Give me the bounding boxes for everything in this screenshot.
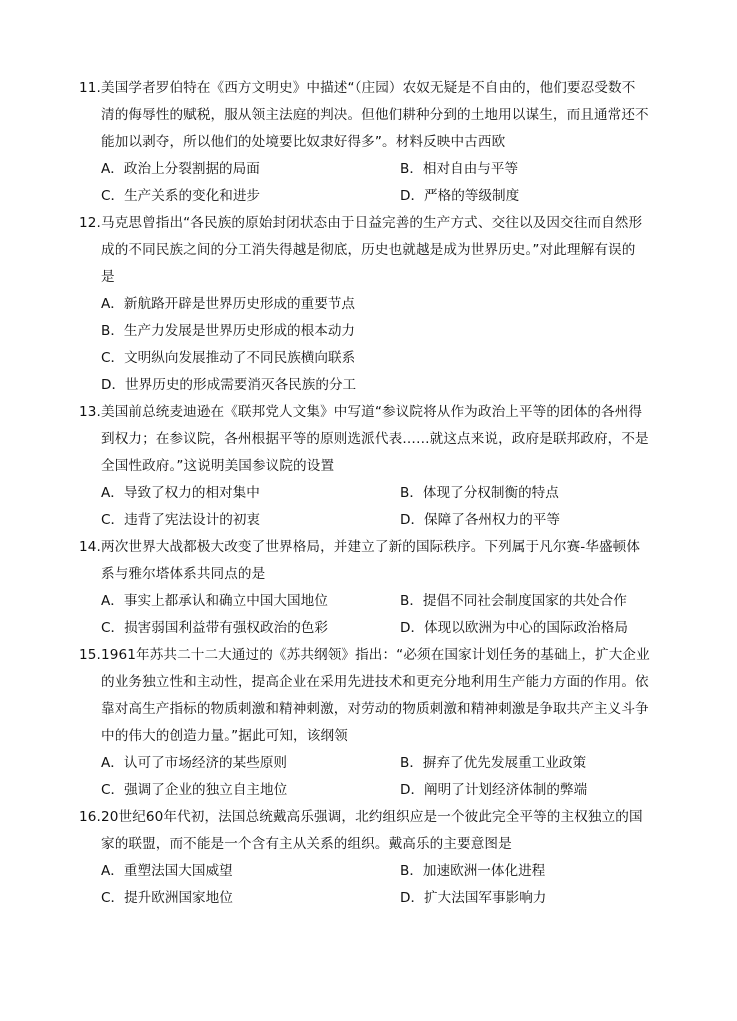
question-number: 15. [79,647,101,663]
question-number: 16. [79,809,101,825]
option-b: B．相对自由与平等 [400,161,519,177]
question-text-line: 美国学者罗伯特在《西方文明史》中描述“（庄园）农奴无疑是不自由的，他们要忍受数不 [101,80,636,96]
option-c: C．提升欧洲国家地位 [101,890,233,906]
option-d: D．保障了各州权力的平等 [400,512,560,528]
option-a: A．重塑法国大国威望 [101,863,233,879]
option-c: C．违背了宪法设计的初衷 [101,512,261,528]
option-c: C．文明纵向发展推动了不同民族横向联系 [101,350,356,366]
option-b: B．加速欧洲一体化进程 [400,863,546,879]
option-b: B．摒弃了优先发展重工业政策 [400,755,587,771]
option-b: B．体现了分权制衡的特点 [400,485,559,501]
question-text-line: 系与雅尔塔体系共同点的是 [101,566,266,582]
option-a: A．事实上都承认和确立中国大国地位 [101,593,328,609]
question-text-line: 到权力；在参议院，各州根据平等的原则选派代表……就这点来说，政府是联邦政府，不是 [101,431,649,447]
option-d: D．阐明了计划经济体制的弊端 [400,782,588,798]
option-c: C．生产关系的变化和进步 [101,188,261,204]
question-text-line: 家的联盟，而不能是一个含有主从关系的组织。戴高乐的主要意图是 [101,836,512,852]
question-text-line: 1961年苏共二十二大通过的《苏共纲领》指出：“必须在国家计划任务的基础上，扩大企业 [101,647,650,663]
question-text-line: 中的伟大的创造力量。”据此可知，该纲领 [101,728,348,744]
question-text-line: 能加以剥夺，所以他们的处境要比奴隶好得多”。材料反映中古西欧 [101,134,506,150]
question-text-line: 20世纪60年代初，法国总统戴高乐强调，北约组织应是一个彼此完全平等的主权独立的国 [101,809,643,825]
option-a: A．新航路开辟是世界历史形成的重要节点 [101,296,355,312]
option-b: B．提倡不同社会制度国家的共处合作 [400,593,627,609]
option-b: B．生产力发展是世界历史形成的根本动力 [101,323,356,339]
question-text-line: 美国前总统麦迪逊在《联邦党人文集》中写道“参议院将从作为政治上平等的团体的各州得 [101,404,643,420]
question-text-line: 马克思曾指出“各民族的原始封闭状态由于日益完善的生产方式、交往以及因交往而自然形 [101,215,643,231]
option-a: A．导致了权力的相对集中 [101,485,260,501]
question-number: 11. [79,80,101,96]
option-d: D．严格的等级制度 [400,188,520,204]
question-text-line: 的业务独立性和主动性，提高企业在采用先进技术和更充分地利用生产能力方面的作用。依 [101,674,649,690]
question-number: 14. [79,539,101,555]
option-d: D．扩大法国军事影响力 [400,890,547,906]
question-text-line: 全国性政府。”这说明美国参议院的设置 [101,458,335,474]
question-text-line: 两次世界大战都极大改变了世界格局，并建立了新的国际秩序。下列属于凡尔赛-华盛顿体 [101,539,641,555]
question-text-line: 靠对高生产指标的物质刺激和精神刺激，对劳动的物质刺激和精神刺激是争取共产主义斗争 [101,701,649,717]
option-d: D．世界历史的形成需要消灭各民族的分工 [101,377,357,393]
question-text-line: 清的侮辱性的赋税，服从领主法庭的判决。但他们耕种分到的土地用以谋生，而且通常还不 [101,107,649,123]
option-c: C．强调了企业的独立自主地位 [101,782,288,798]
question-text-line: 是 [101,269,115,285]
question-number: 13. [79,404,101,420]
question-text-line: 成的不同民族之间的分工消失得越是彻底，历史也就越是成为世界历史。”对此理解有误的 [101,242,636,258]
option-a: A．认可了市场经济的某些原则 [101,755,288,771]
option-c: C．损害弱国利益带有强权政治的色彩 [101,620,328,636]
option-d: D．体现以欧洲为中心的国际政治格局 [400,620,628,636]
option-a: A．政治上分裂割据的局面 [101,161,260,177]
question-number: 12. [79,215,101,231]
